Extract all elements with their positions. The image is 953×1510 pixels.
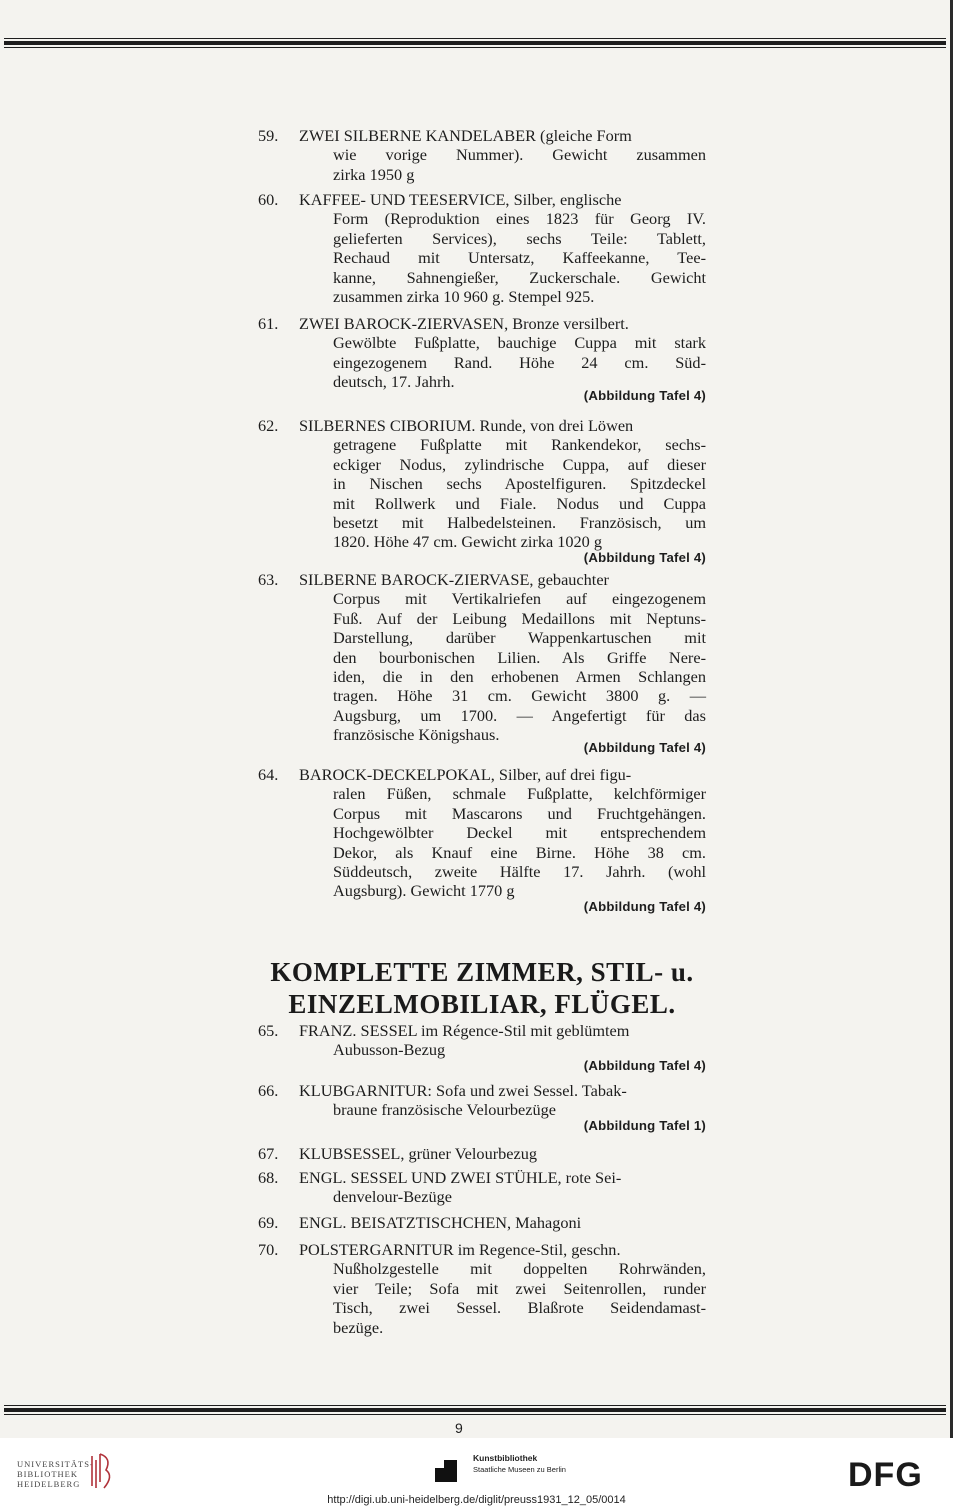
entry-number: 70.: [258, 1240, 279, 1259]
dfg-logo: DFG: [848, 1456, 923, 1494]
entry-line: Corpus mit Vertikalriefen auf eingezogenem: [333, 589, 706, 609]
ub-heidelberg-label: [17, 1459, 94, 1489]
plate-reference: (Abbildung Tafel 4): [583, 388, 706, 403]
entry-line: in Nischen sechs Apostelfiguren. Spitzdeckel: [333, 474, 706, 494]
top-rule-thin: [4, 38, 946, 39]
entry-number: 60.: [258, 190, 279, 209]
entry-continuation: [333, 145, 706, 184]
plate-reference: (Abbildung Tafel 1): [583, 1118, 706, 1133]
entry-number: 61.: [258, 314, 279, 333]
kb-subtitle: Staatliche Museen zu Berlin: [473, 1465, 566, 1474]
entry-line: Form (Reproduktion eines 1823 für Georg IV.: [333, 209, 706, 229]
entry-line: Nußholzgestelle mit doppelten Rohrwänden,: [333, 1259, 706, 1279]
entry-continuation: [333, 784, 706, 900]
entry-line: wie vorige Nummer). Gewicht zusammen: [333, 145, 706, 165]
plate-reference: (Abbildung Tafel 4): [583, 899, 706, 914]
entry-line: deutsch, 17. Jahrh.: [333, 372, 455, 392]
entry-line: Rechaud mit Untersatz, Kaffeekanne, Tee-: [333, 248, 706, 268]
bottom-rule-top: [4, 1405, 946, 1406]
entry-first-line: ZWEI SILBERNE KANDELABER (gleiche Form: [299, 126, 632, 145]
entry-first-line: SILBERNES CIBORIUM. Runde, von drei Löwen: [299, 416, 634, 435]
entry-line: Hochgewölbter Deckel mit entsprechendem: [333, 823, 706, 843]
entry-number: 69.: [258, 1213, 279, 1232]
entry-line: ralen Füßen, schmale Fußplatte, kelchförmiger: [333, 784, 706, 804]
entry-number: 67.: [258, 1144, 279, 1163]
entry-number: 62.: [258, 416, 279, 435]
entry-line: Gewölbte Fußplatte, bauchige Cuppa mit stark: [333, 333, 706, 353]
entry-line: Augsburg). Gewicht 1770 g: [333, 881, 515, 901]
entry-line: zusammen zirka 10 960 g. Stempel 925.: [333, 287, 595, 307]
bottom-rule-thick: [4, 1408, 946, 1412]
kb-title: Kunstbibliothek: [473, 1453, 538, 1463]
entry-line: iden, die in den erhobenen Armen Schlangen: [333, 667, 706, 687]
top-rule-bottom: [4, 47, 946, 48]
entry-first-line: FRANZ. SESSEL im Régence-Stil mit geblümtem: [299, 1021, 630, 1040]
entry-line: eingezogenem Rand. Höhe 24 cm. Süd-: [333, 352, 706, 372]
entry-line: getragene Fußplatte mit Rankendekor, sechs-: [333, 435, 706, 455]
entry-first-line: POLSTERGARNITUR im Regence-Stil, geschn.: [299, 1240, 621, 1259]
entry-line: den bourbonischen Lilien. Als Griffe Nere-: [333, 647, 706, 667]
entry-continuation: [333, 435, 706, 551]
entry-line: französische Königshaus.: [333, 725, 500, 745]
entry-number: 59.: [258, 126, 279, 145]
entry-number: 68.: [258, 1168, 279, 1187]
section-heading-line-2: EINZELMOBILIAR, FLÜGEL.: [288, 989, 676, 1019]
entry-continuation: [333, 1259, 706, 1337]
entry-number: 66.: [258, 1081, 279, 1100]
kunstbibliothek-logo-icon: [435, 1460, 457, 1482]
entry-line: gelieferten Services), sechs Teile: Tablett,: [333, 228, 706, 248]
source-url-link[interactable]: http://digi.ub.uni-heidelberg.de/diglit/preuss1931_12_05/0014: [327, 1494, 626, 1506]
plate-reference: (Abbildung Tafel 4): [583, 550, 706, 565]
entry-first-line: ZWEI BAROCK-ZIERVASEN, Bronze versilbert.: [299, 314, 629, 333]
entry-continuation: [333, 209, 706, 306]
page-number: 9: [455, 1420, 463, 1436]
entry-first-line: KLUBGARNITUR: Sofa und zwei Sessel. Tabak-: [299, 1081, 627, 1100]
kunstbibliothek-label: [473, 1453, 566, 1475]
plate-reference: (Abbildung Tafel 4): [583, 1058, 706, 1073]
entry-number: 64.: [258, 765, 279, 784]
entry-continuation: [333, 589, 706, 744]
entry-number: 63.: [258, 570, 279, 589]
entry-first-line: ENGL. BEISATZTISCHCHEN, Mahagoni: [299, 1213, 582, 1232]
entry-line: zirka 1950 g: [333, 164, 415, 184]
plate-reference: (Abbildung Tafel 4): [583, 740, 706, 755]
entry-line: Darstellung, darüber Wappenkartuschen mit: [333, 628, 706, 648]
top-rule-thick: [4, 41, 946, 45]
entry-continuation: [333, 333, 706, 391]
bottom-rule-thin: [4, 1414, 946, 1415]
entry-continuation: [333, 1187, 706, 1206]
entry-line: eckiger Nodus, zylindrische Cuppa, auf dieser: [333, 454, 706, 474]
entry-line: denvelour-Bezüge: [333, 1187, 453, 1207]
ub-line-2: BIBLIOTHEK: [17, 1469, 78, 1479]
entry-first-line: KLUBSESSEL, grüner Velourbezug: [299, 1144, 538, 1163]
ub-logo-icon: [86, 1452, 116, 1492]
entry-line: mit Rollwerk und Fiale. Nodus und Cuppa: [333, 493, 706, 513]
section-heading: [240, 956, 724, 1020]
ub-line-3: HEIDELBERG: [17, 1479, 81, 1489]
entry-line: Augsburg, um 1700. — Angefertigt für das: [333, 705, 706, 725]
entry-line: Tisch, zwei Sessel. Blaßrote Seidendamast-: [333, 1298, 706, 1318]
entry-first-line: SILBERNE BAROCK-ZIERVASE, gebauchter: [299, 570, 609, 589]
entry-line: kanne, Sahnengießer, Zuckerschale. Gewicht: [333, 267, 706, 287]
entry-first-line: ENGL. SESSEL UND ZWEI STÜHLE, rote Sei-: [299, 1168, 622, 1187]
entry-line: bezüge.: [333, 1317, 384, 1337]
entry-line: besetzt mit Halbedelsteinen. Französisch, um: [333, 513, 706, 533]
entry-first-line: KAFFEE- UND TEESERVICE, Silber, englische: [299, 190, 622, 209]
entry-line: Aubusson-Bezug: [333, 1040, 446, 1060]
entry-line: Süddeutsch, zweite Hälfte 17. Jahrh. (wohl: [333, 862, 706, 882]
entry-line: Fuß. Auf der Leibung Medaillons mit Neptuns-: [333, 608, 706, 628]
entry-line: braune französische Velourbezüge: [333, 1100, 557, 1120]
entry-first-line: BAROCK-DECKELPOKAL, Silber, auf drei figu-: [299, 765, 632, 784]
ub-line-1: UNIVERSITÄTS-: [17, 1459, 94, 1469]
entry-number: 65.: [258, 1021, 279, 1040]
entry-line: 1820. Höhe 47 cm. Gewicht zirka 1020 g: [333, 532, 603, 552]
entry-line: tragen. Höhe 31 cm. Gewicht 3800 g. —: [333, 686, 706, 706]
entry-line: Dekor, als Knauf eine Birne. Höhe 38 cm.: [333, 842, 706, 862]
section-heading-line-1: KOMPLETTE ZIMMER, STIL- u.: [270, 957, 694, 987]
entry-line: vier Teile; Sofa mit zwei Seitenrollen, runder: [333, 1278, 706, 1298]
entry-line: Corpus mit Mascarons und Fruchtgehängen.: [333, 803, 706, 823]
